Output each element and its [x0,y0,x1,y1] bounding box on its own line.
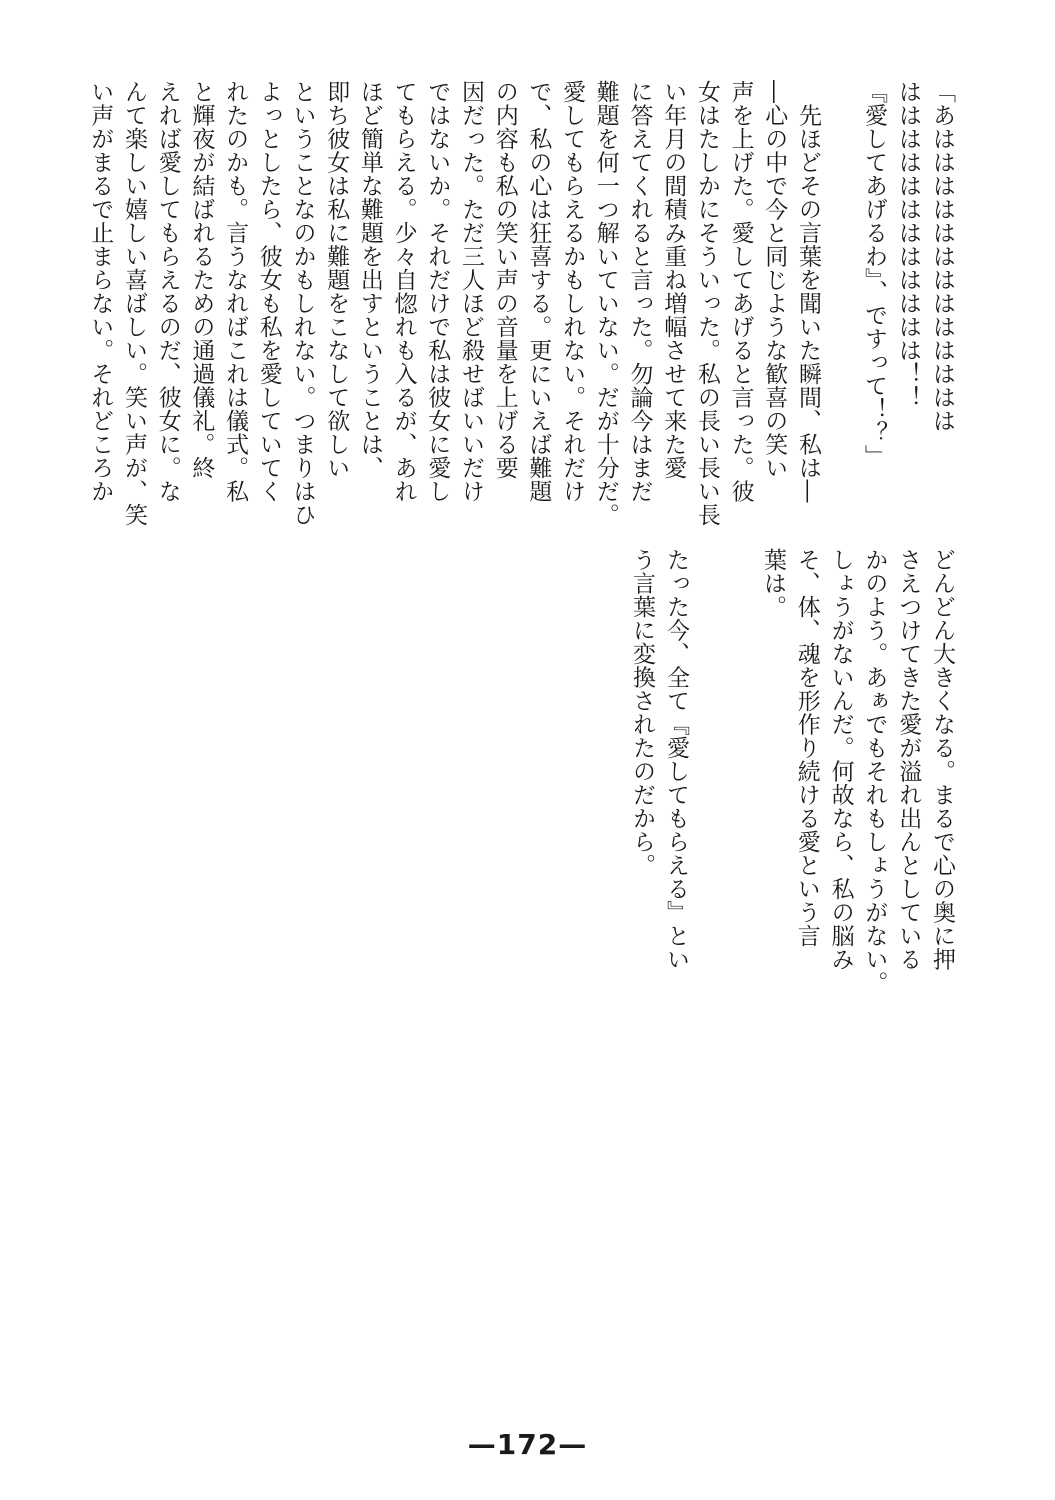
text-column: ―心の中で今と同じような歓喜の笑い [761,80,788,480]
text-column: どんどん大きくなる。まるで心の奥に押 [929,548,955,971]
text-column: い年月の間積み重ね増幅させて来た愛 [660,80,687,480]
text-column: んて楽しい嬉しい喜ばしい。笑い声が、笑 [121,80,147,527]
page-number: —172— [467,1428,588,1461]
text-column: てもらえる。少々自惚れも入るが、あれ [390,80,417,503]
text-column: 愛してもらえるかもしれない。それだけ [559,80,586,503]
text-column: 即ち彼女は私に難題をこなして欲しい [323,80,350,480]
text-column: たった今、全て『愛してもらえる』とい [663,548,689,971]
text-column: う言葉に変換されたのだから。 [629,548,655,877]
text-column: 「あははははははははははははは [929,80,955,433]
text-column: と輝夜が結ばれるための通過儀礼。終 [188,80,215,480]
text-column: 『愛してあげるわ』、ですって！？」 [861,80,887,468]
text-column: に答えてくれると言った。勿論今はまだ [626,80,653,503]
text-column: ほど簡単な難題を出すということは、 [356,80,383,480]
text-column: えれば愛してもらえるのだ、彼女に。な [154,80,181,503]
text-column: よっとしたら、彼女も私を愛していてく [255,80,282,503]
text-column: かのよう。あぁでもそれもしょうがない。 [861,548,888,995]
text-column: 難題を何一つ解いていない。だが十分だ。 [592,80,619,527]
text-column: ではないか。それだけで私は彼女に愛し [424,80,451,503]
text-column: そ、体、魂を形作り続ける愛という言 [793,548,820,948]
text-column: れたのかも。言うなればこれは儀式。私 [222,80,249,503]
text-column: で、私の心は狂喜する。更にいえば難題 [525,80,552,503]
text-column: ということなのかもしれない。つまりはひ [289,80,316,527]
text-column: はははははははははははは！！ [895,80,921,409]
text-column: しょうがないんだ。何故なら、私の脳み [827,548,854,971]
text-column: い声がまるで止まらない。それどころか [87,80,114,503]
text-column: 声を上げた。愛してあげると言った。彼 [727,80,754,503]
text-column: 先ほどその言葉を聞いた瞬間、私は― [795,80,821,503]
text-column: 女はたしかにそういった。私の長い長い長 [693,80,720,527]
text-column: 因だった。ただ三人ほど殺せばいいだけ [458,80,484,503]
text-column: 葉は。 [760,548,786,619]
text-column: の内容も私の笑い声の音量を上げる要 [491,80,518,480]
text-column: さえつけてきた愛が溢れ出んとしている [895,548,922,971]
